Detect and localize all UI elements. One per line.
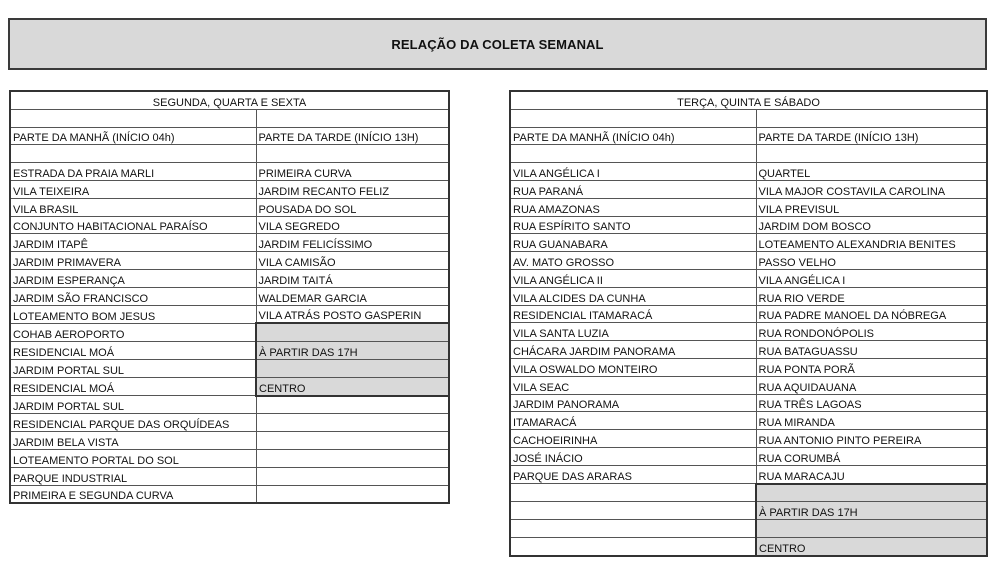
afternoon-neighborhood: PRIMEIRA CURVA [256,163,449,181]
afternoon-neighborhood: RUA AQUIDAUANA [756,376,987,394]
table-row [10,342,449,360]
spacer-row [10,145,449,163]
table-row [510,234,987,252]
table-row [510,520,987,538]
table-row [10,287,449,305]
afternoon-neighborhood [256,467,449,485]
table-row [10,414,449,432]
afternoon-neighborhood [256,432,449,450]
afternoon-neighborhood: RUA RONDONÓPOLIS [756,323,987,341]
column-header-row [510,127,987,145]
morning-neighborhood: VILA SEAC [510,376,756,394]
afternoon-neighborhood [256,485,449,503]
table-row [10,216,449,234]
morning-neighborhood [510,520,756,538]
afternoon-neighborhood: RUA PADRE MANOEL DA NÓBREGA [756,305,987,323]
afternoon-neighborhood [256,414,449,432]
empty-cell [10,109,256,127]
morning-neighborhood: RUA ESPÍRITO SANTO [510,216,756,234]
morning-neighborhood: VILA ANGÉLICA II [510,269,756,287]
table-row [10,432,449,450]
morning-neighborhood: JARDIM PRIMAVERA [10,252,256,270]
table-row [10,269,449,287]
afternoon-neighborhood: CENTRO [756,537,987,555]
table-row [510,358,987,376]
morning-neighborhood: ESTRADA DA PRAIA MARLI [10,163,256,181]
page-title [8,18,987,70]
morning-neighborhood: ITAMARACÁ [510,412,756,430]
morning-neighborhood: COHAB AEROPORTO [10,323,256,341]
afternoon-neighborhood: RUA MIRANDA [756,412,987,430]
empty-cell [10,145,256,163]
morning-neighborhood: JARDIM PANORAMA [510,394,756,412]
afternoon-neighborhood [256,323,449,341]
table-row [10,305,449,323]
morning-neighborhood: JARDIM ESPERANÇA [10,269,256,287]
empty-cell [256,145,449,163]
afternoon-neighborhood: VILA ATRÁS POSTO GASPERIN [256,305,449,323]
empty-cell [256,109,449,127]
morning-neighborhood: VILA BRASIL [10,198,256,216]
afternoon-neighborhood [256,396,449,414]
afternoon-neighborhood: JARDIM RECANTO FELIZ [256,180,449,198]
table-row [510,216,987,234]
morning-neighborhood: RUA PARANÁ [510,180,756,198]
morning-neighborhood: AV. MATO GROSSO [510,252,756,270]
morning-neighborhood: LOTEAMENTO BOM JESUS [10,305,256,323]
empty-cell [510,145,756,163]
table-row [510,252,987,270]
morning-neighborhood: CACHOEIRINHA [510,430,756,448]
morning-neighborhood: VILA ANGÉLICA I [510,163,756,181]
afternoon-neighborhood: JARDIM FELICÍSSIMO [256,234,449,252]
table-row [510,412,987,430]
spacer-row [510,109,987,127]
empty-cell [756,145,987,163]
afternoon-neighborhood [756,484,987,502]
morning-neighborhood: RESIDENCIAL MOÁ [10,342,256,360]
table-row [10,323,449,341]
morning-neighborhood: RESIDENCIAL PARQUE DAS ORQUÍDEAS [10,414,256,432]
table-row [510,180,987,198]
morning-column-header: PARTE DA MANHÃ (INÍCIO 04h) [510,127,756,145]
day-group-header: SEGUNDA, QUARTA E SEXTA [10,91,449,109]
afternoon-neighborhood: CENTRO [256,377,449,395]
afternoon-neighborhood: PASSO VELHO [756,252,987,270]
afternoon-neighborhood: JARDIM TAITÁ [256,269,449,287]
morning-neighborhood: RESIDENCIAL ITAMARACÁ [510,305,756,323]
afternoon-neighborhood: VILA ANGÉLICA I [756,269,987,287]
morning-neighborhood: RESIDENCIAL MOÁ [10,377,256,395]
afternoon-neighborhood [756,520,987,538]
afternoon-neighborhood [256,359,449,377]
morning-neighborhood: VILA OSWALDO MONTEIRO [510,358,756,376]
morning-neighborhood [510,502,756,520]
afternoon-neighborhood: WALDEMAR GARCIA [256,287,449,305]
afternoon-neighborhood: À PARTIR DAS 17H [256,342,449,360]
column-header-row [10,127,449,145]
empty-cell [756,109,987,127]
spacer-row [10,109,449,127]
morning-neighborhood: JARDIM PORTAL SUL [10,396,256,414]
afternoon-neighborhood: À PARTIR DAS 17H [756,502,987,520]
table-row [510,484,987,502]
day-group-header: TERÇA, QUINTA E SÁBADO [510,91,987,109]
table-row [510,323,987,341]
table-row [10,252,449,270]
morning-neighborhood: JARDIM ITAPÊ [10,234,256,252]
schedule-table-mon-wed-fri [9,90,450,504]
afternoon-column-header: PARTE DA TARDE (INÍCIO 13H) [756,127,987,145]
afternoon-neighborhood: RUA MARACAJU [756,465,987,483]
morning-neighborhood: CONJUNTO HABITACIONAL PARAÍSO [10,216,256,234]
page-title-text: RELAÇÃO DA COLETA SEMANAL [391,36,604,52]
table-row [10,396,449,414]
afternoon-neighborhood: RUA TRÊS LAGOAS [756,394,987,412]
table-row [510,305,987,323]
morning-neighborhood: PARQUE DAS ARARAS [510,465,756,483]
afternoon-neighborhood: LOTEAMENTO ALEXANDRIA BENITES [756,234,987,252]
afternoon-neighborhood: RUA PONTA PORÃ [756,358,987,376]
afternoon-neighborhood: JARDIM DOM BOSCO [756,216,987,234]
morning-neighborhood: PRIMEIRA E SEGUNDA CURVA [10,485,256,503]
afternoon-neighborhood: QUARTEL [756,163,987,181]
afternoon-neighborhood: POUSADA DO SOL [256,198,449,216]
empty-cell [510,109,756,127]
table-row [510,269,987,287]
morning-neighborhood: VILA ALCIDES DA CUNHA [510,287,756,305]
table-row [10,485,449,503]
table-header-row [510,91,987,109]
morning-neighborhood: VILA TEIXEIRA [10,180,256,198]
schedule-table-tue-thu-sat [509,90,988,557]
table-row [510,198,987,216]
afternoon-neighborhood: RUA CORUMBÁ [756,447,987,465]
morning-column-header: PARTE DA MANHÃ (INÍCIO 04h) [10,127,256,145]
morning-neighborhood: VILA SANTA LUZIA [510,323,756,341]
morning-neighborhood: RUA AMAZONAS [510,198,756,216]
morning-neighborhood: CHÁCARA JARDIM PANORAMA [510,341,756,359]
afternoon-neighborhood: VILA CAMISÃO [256,252,449,270]
morning-neighborhood: PARQUE INDUSTRIAL [10,467,256,485]
table-row [10,234,449,252]
table-row [10,467,449,485]
afternoon-neighborhood [256,449,449,467]
table-row [10,163,449,181]
table-row [10,198,449,216]
table-row [510,376,987,394]
table-row [10,359,449,377]
table-row [10,449,449,467]
table-header-row [10,91,449,109]
afternoon-neighborhood: VILA PREVISUL [756,198,987,216]
afternoon-column-header: PARTE DA TARDE (INÍCIO 13H) [256,127,449,145]
table-row [10,180,449,198]
table-row [510,447,987,465]
table-row [510,341,987,359]
morning-neighborhood [510,537,756,555]
afternoon-neighborhood: RUA RIO VERDE [756,287,987,305]
table-row [10,377,449,395]
table-row [510,502,987,520]
spacer-row [510,145,987,163]
morning-neighborhood: JOSÉ INÁCIO [510,447,756,465]
afternoon-neighborhood: VILA MAJOR COSTAVILA CAROLINA [756,180,987,198]
table-row [510,163,987,181]
morning-neighborhood: JARDIM PORTAL SUL [10,359,256,377]
morning-neighborhood: RUA GUANABARA [510,234,756,252]
table-row [510,394,987,412]
table-row [510,465,987,483]
afternoon-neighborhood: RUA BATAGUASSU [756,341,987,359]
table-row [510,537,987,555]
table-row [510,287,987,305]
table-row [510,430,987,448]
morning-neighborhood [510,484,756,502]
morning-neighborhood: JARDIM BELA VISTA [10,432,256,450]
afternoon-neighborhood: RUA ANTONIO PINTO PEREIRA [756,430,987,448]
morning-neighborhood: JARDIM SÃO FRANCISCO [10,287,256,305]
afternoon-neighborhood: VILA SEGREDO [256,216,449,234]
morning-neighborhood: LOTEAMENTO PORTAL DO SOL [10,449,256,467]
